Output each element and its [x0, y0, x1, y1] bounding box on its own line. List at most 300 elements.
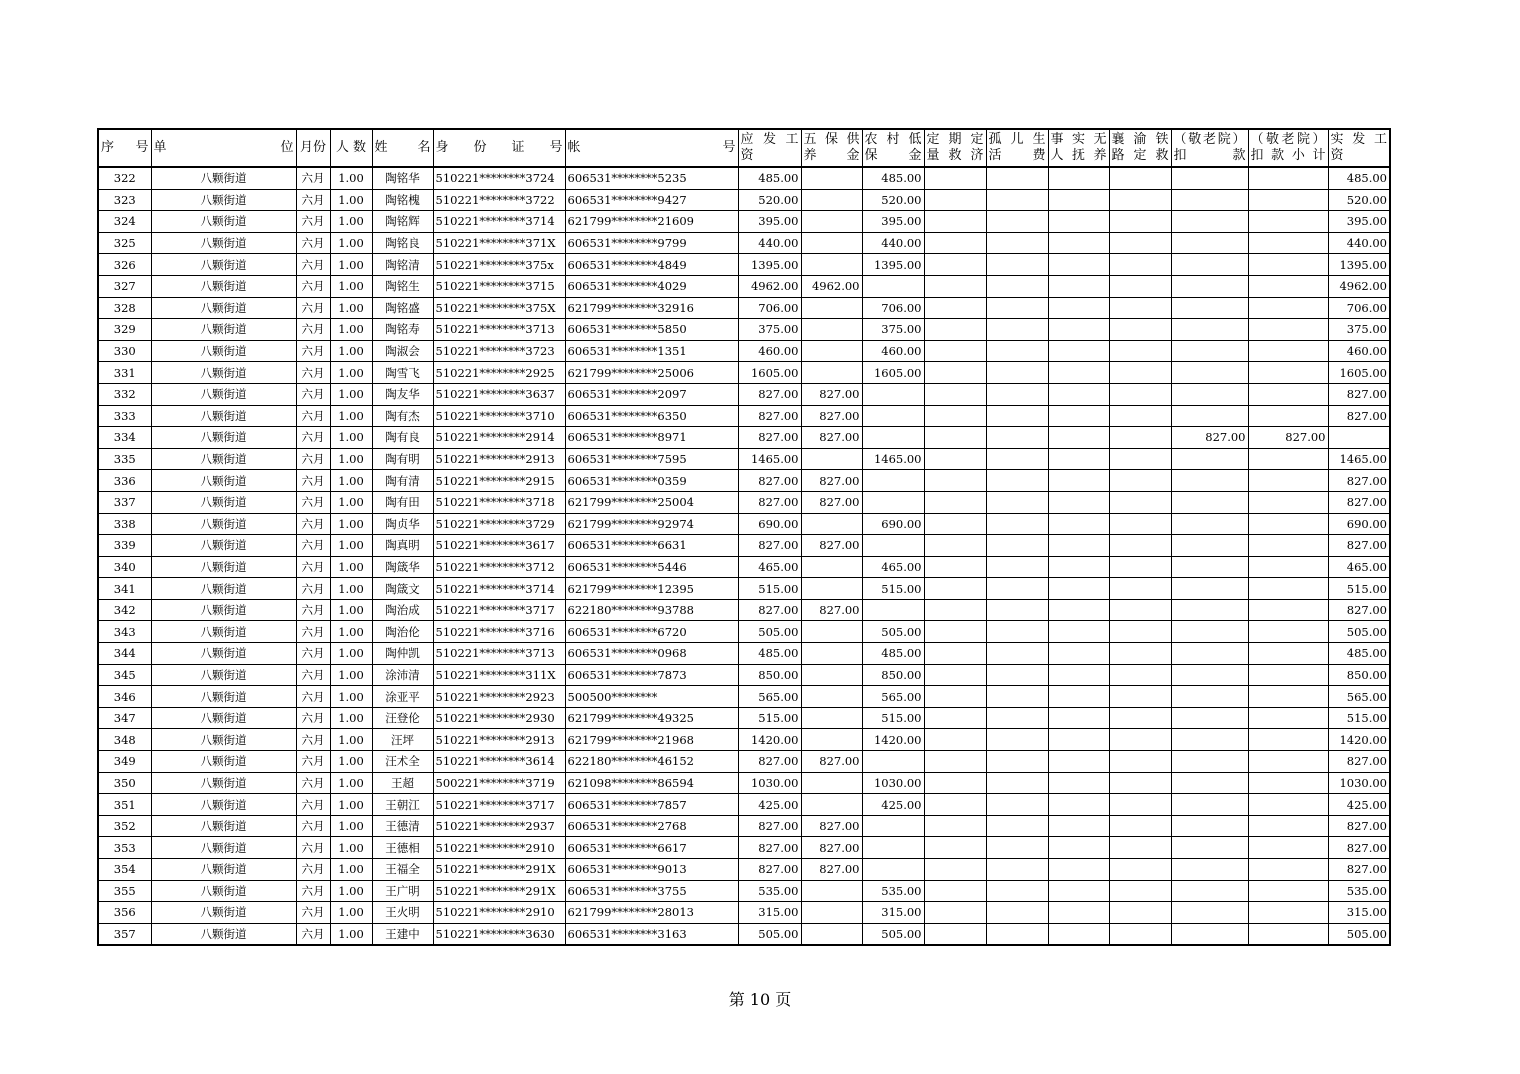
table-row: [98, 923, 1390, 945]
table-row: [98, 729, 1390, 751]
cell-xiangyu: [1109, 599, 1171, 621]
cell-month: 六月: [296, 535, 330, 557]
cell-xiangyu: [1109, 729, 1171, 751]
cell-shishi: [1048, 362, 1109, 384]
cell-jl-deduct: [1171, 751, 1248, 773]
cell-actual: 827.00: [1328, 815, 1390, 837]
header-account: 帐 号: [565, 129, 738, 167]
cell-month: 六月: [296, 491, 330, 513]
cell-guer: [986, 837, 1048, 859]
cell-jl-subtotal: [1248, 470, 1328, 492]
cell-name: 陶铭良: [372, 232, 433, 254]
cell-guer: [986, 707, 1048, 729]
cell-jl-deduct: [1171, 923, 1248, 945]
cell-count: 1.00: [330, 664, 372, 686]
cell-unit: 八颗街道: [151, 794, 296, 816]
cell-guer: [986, 794, 1048, 816]
cell-jl-deduct: 827.00: [1171, 427, 1248, 449]
cell-id: 510221********3722: [433, 189, 565, 211]
cell-count: 1.00: [330, 491, 372, 513]
cell-unit: 八颗街道: [151, 383, 296, 405]
cell-wubao: [801, 686, 862, 708]
cell-dingqi: [924, 837, 986, 859]
cell-guer: [986, 383, 1048, 405]
cell-unit: 八颗街道: [151, 491, 296, 513]
cell-actual: 4962.00: [1328, 275, 1390, 297]
cell-unit: 八颗街道: [151, 729, 296, 751]
cell-dingqi: [924, 880, 986, 902]
cell-id: 510221********2923: [433, 686, 565, 708]
cell-name: 陶箴文: [372, 578, 433, 600]
cell-count: 1.00: [330, 275, 372, 297]
header-dibao: 农 村 低 保 金: [862, 129, 924, 167]
cell-account: 622180********93788: [565, 599, 738, 621]
table-row: [98, 189, 1390, 211]
cell-account: 606531********7873: [565, 664, 738, 686]
cell-jl-deduct: [1171, 729, 1248, 751]
cell-shishi: [1048, 707, 1109, 729]
cell-payable: 515.00: [738, 578, 801, 600]
table-row: [98, 362, 1390, 384]
cell-account: 621799********21968: [565, 729, 738, 751]
cell-payable: 827.00: [738, 383, 801, 405]
cell-actual: 460.00: [1328, 340, 1390, 362]
cell-shishi: [1048, 513, 1109, 535]
cell-seq: 325: [98, 232, 151, 254]
cell-actual: 827.00: [1328, 405, 1390, 427]
cell-dingqi: [924, 664, 986, 686]
cell-wubao: [801, 707, 862, 729]
cell-dibao: [862, 405, 924, 427]
cell-dibao: [862, 815, 924, 837]
cell-account: 621799********25006: [565, 362, 738, 384]
header-unit: 单 位: [151, 129, 296, 167]
cell-guer: [986, 405, 1048, 427]
cell-seq: 324: [98, 211, 151, 233]
cell-count: 1.00: [330, 556, 372, 578]
cell-month: 六月: [296, 837, 330, 859]
cell-unit: 八颗街道: [151, 362, 296, 384]
cell-jl-deduct: [1171, 319, 1248, 341]
cell-name: 陶雪飞: [372, 362, 433, 384]
cell-jl-deduct: [1171, 643, 1248, 665]
cell-actual: 1395.00: [1328, 254, 1390, 276]
cell-guer: [986, 491, 1048, 513]
cell-jl-deduct: [1171, 815, 1248, 837]
cell-shishi: [1048, 297, 1109, 319]
cell-id: 510221********3713: [433, 643, 565, 665]
cell-wubao: [801, 621, 862, 643]
cell-seq: 322: [98, 167, 151, 189]
cell-name: 王广明: [372, 880, 433, 902]
cell-guer: [986, 859, 1048, 881]
table-row: [98, 448, 1390, 470]
cell-guer: [986, 340, 1048, 362]
cell-xiangyu: [1109, 643, 1171, 665]
header-payable: 应 发 工 资: [738, 129, 801, 167]
cell-id: 510221********3712: [433, 556, 565, 578]
cell-payable: 535.00: [738, 880, 801, 902]
header-dingqi: 定 期 定 量 救 济: [924, 129, 986, 167]
cell-account: 606531********6631: [565, 535, 738, 557]
cell-name: 陶有田: [372, 491, 433, 513]
cell-name: 陶友华: [372, 383, 433, 405]
cell-unit: 八颗街道: [151, 189, 296, 211]
cell-id: 510221********3714: [433, 578, 565, 600]
cell-dingqi: [924, 923, 986, 945]
cell-guer: [986, 362, 1048, 384]
cell-jl-deduct: [1171, 578, 1248, 600]
table-row: [98, 643, 1390, 665]
cell-actual: 827.00: [1328, 383, 1390, 405]
cell-guer: [986, 470, 1048, 492]
cell-shishi: [1048, 643, 1109, 665]
cell-name: 王朝江: [372, 794, 433, 816]
cell-actual: 565.00: [1328, 686, 1390, 708]
header-name: 姓 名: [372, 129, 433, 167]
cell-count: 1.00: [330, 880, 372, 902]
table-row: [98, 880, 1390, 902]
cell-id: 510221********3718: [433, 491, 565, 513]
cell-account: 606531********9427: [565, 189, 738, 211]
table-header: [98, 129, 1390, 167]
cell-account: 606531********4029: [565, 275, 738, 297]
cell-guer: [986, 297, 1048, 319]
cell-jl-subtotal: [1248, 729, 1328, 751]
cell-shishi: [1048, 556, 1109, 578]
cell-jl-deduct: [1171, 535, 1248, 557]
cell-id: 510221********375X: [433, 297, 565, 319]
cell-name: 王建中: [372, 923, 433, 945]
cell-wubao: 827.00: [801, 470, 862, 492]
cell-month: 六月: [296, 772, 330, 794]
cell-name: 王福全: [372, 859, 433, 881]
cell-unit: 八颗街道: [151, 427, 296, 449]
table-row: [98, 427, 1390, 449]
cell-id: 510221********3715: [433, 275, 565, 297]
cell-jl-subtotal: [1248, 383, 1328, 405]
cell-unit: 八颗街道: [151, 772, 296, 794]
cell-actual: 485.00: [1328, 167, 1390, 189]
cell-shishi: [1048, 686, 1109, 708]
cell-dibao: [862, 383, 924, 405]
cell-count: 1.00: [330, 340, 372, 362]
cell-name: 陶治成: [372, 599, 433, 621]
cell-guer: [986, 664, 1048, 686]
cell-dibao: 485.00: [862, 167, 924, 189]
cell-unit: 八颗街道: [151, 599, 296, 621]
cell-jl-subtotal: [1248, 297, 1328, 319]
cell-wubao: [801, 513, 862, 535]
cell-wubao: [801, 772, 862, 794]
cell-seq: 349: [98, 751, 151, 773]
cell-seq: 346: [98, 686, 151, 708]
cell-account: 621098********86594: [565, 772, 738, 794]
cell-wubao: [801, 448, 862, 470]
cell-account: 606531********0359: [565, 470, 738, 492]
table-row: [98, 707, 1390, 729]
cell-xiangyu: [1109, 513, 1171, 535]
cell-unit: 八颗街道: [151, 880, 296, 902]
cell-dingqi: [924, 319, 986, 341]
cell-seq: 337: [98, 491, 151, 513]
cell-jl-deduct: [1171, 513, 1248, 535]
cell-shishi: [1048, 254, 1109, 276]
cell-dibao: 375.00: [862, 319, 924, 341]
cell-name: 陶铭寿: [372, 319, 433, 341]
cell-unit: 八颗街道: [151, 815, 296, 837]
cell-unit: 八颗街道: [151, 837, 296, 859]
cell-wubao: [801, 794, 862, 816]
cell-shishi: [1048, 902, 1109, 924]
cell-shishi: [1048, 599, 1109, 621]
header-shishi: 事 实 无 人 抚 养: [1048, 129, 1109, 167]
cell-account: 621799********92974: [565, 513, 738, 535]
cell-id: 510221********3717: [433, 599, 565, 621]
cell-account: 606531********3755: [565, 880, 738, 902]
cell-wubao: [801, 167, 862, 189]
cell-guer: [986, 772, 1048, 794]
cell-dibao: [862, 751, 924, 773]
cell-actual: 1030.00: [1328, 772, 1390, 794]
cell-dibao: [862, 535, 924, 557]
cell-count: 1.00: [330, 383, 372, 405]
cell-xiangyu: [1109, 383, 1171, 405]
cell-guer: [986, 275, 1048, 297]
cell-month: 六月: [296, 902, 330, 924]
cell-dingqi: [924, 340, 986, 362]
cell-id: 510221********3637: [433, 383, 565, 405]
cell-actual: 827.00: [1328, 837, 1390, 859]
cell-month: 六月: [296, 405, 330, 427]
cell-payable: 827.00: [738, 427, 801, 449]
cell-jl-subtotal: [1248, 772, 1328, 794]
cell-shishi: [1048, 319, 1109, 341]
cell-payable: 1605.00: [738, 362, 801, 384]
cell-jl-subtotal: [1248, 491, 1328, 513]
cell-dingqi: [924, 794, 986, 816]
cell-count: 1.00: [330, 751, 372, 773]
table-row: [98, 535, 1390, 557]
cell-account: 621799********49325: [565, 707, 738, 729]
cell-unit: 八颗街道: [151, 578, 296, 600]
header-xiangyu: 襄 渝 铁 路 定 救: [1109, 129, 1171, 167]
cell-count: 1.00: [330, 859, 372, 881]
cell-id: 510221********2914: [433, 427, 565, 449]
cell-dibao: [862, 837, 924, 859]
cell-actual: 505.00: [1328, 923, 1390, 945]
cell-count: 1.00: [330, 686, 372, 708]
cell-wubao: [801, 340, 862, 362]
cell-name: 陶真明: [372, 535, 433, 557]
cell-account: 621799********32916: [565, 297, 738, 319]
cell-xiangyu: [1109, 232, 1171, 254]
cell-name: 王超: [372, 772, 433, 794]
table-row: [98, 513, 1390, 535]
cell-shishi: [1048, 880, 1109, 902]
cell-wubao: [801, 664, 862, 686]
cell-actual: 515.00: [1328, 707, 1390, 729]
cell-payable: 827.00: [738, 837, 801, 859]
cell-jl-subtotal: [1248, 189, 1328, 211]
cell-account: 606531********0968: [565, 643, 738, 665]
cell-payable: 485.00: [738, 643, 801, 665]
cell-actual: 827.00: [1328, 751, 1390, 773]
cell-actual: 850.00: [1328, 664, 1390, 686]
cell-wubao: [801, 643, 862, 665]
cell-xiangyu: [1109, 686, 1171, 708]
cell-actual: 515.00: [1328, 578, 1390, 600]
cell-actual: 535.00: [1328, 880, 1390, 902]
cell-jl-subtotal: [1248, 880, 1328, 902]
cell-seq: 355: [98, 880, 151, 902]
cell-count: 1.00: [330, 211, 372, 233]
cell-xiangyu: [1109, 340, 1171, 362]
cell-xiangyu: [1109, 621, 1171, 643]
table-body: [98, 167, 1390, 945]
cell-unit: 八颗街道: [151, 513, 296, 535]
cell-count: 1.00: [330, 448, 372, 470]
cell-seq: 347: [98, 707, 151, 729]
cell-account: 606531********6350: [565, 405, 738, 427]
cell-shishi: [1048, 427, 1109, 449]
cell-name: 王火明: [372, 902, 433, 924]
cell-xiangyu: [1109, 405, 1171, 427]
cell-seq: 348: [98, 729, 151, 751]
cell-guer: [986, 427, 1048, 449]
cell-payable: 1395.00: [738, 254, 801, 276]
cell-actual: 1605.00: [1328, 362, 1390, 384]
cell-name: 陶贞华: [372, 513, 433, 535]
cell-actual: 485.00: [1328, 643, 1390, 665]
cell-id: 510221********375x: [433, 254, 565, 276]
cell-guer: [986, 535, 1048, 557]
cell-name: 汪坪: [372, 729, 433, 751]
cell-unit: 八颗街道: [151, 167, 296, 189]
cell-payable: 520.00: [738, 189, 801, 211]
cell-count: 1.00: [330, 599, 372, 621]
cell-shishi: [1048, 211, 1109, 233]
cell-unit: 八颗街道: [151, 470, 296, 492]
cell-jl-subtotal: [1248, 707, 1328, 729]
cell-dibao: 465.00: [862, 556, 924, 578]
cell-name: 陶铭清: [372, 254, 433, 276]
cell-account: 606531********5850: [565, 319, 738, 341]
cell-wubao: 827.00: [801, 535, 862, 557]
table-row: [98, 686, 1390, 708]
cell-jl-deduct: [1171, 772, 1248, 794]
header-wubao: 五 保 供 养 金: [801, 129, 862, 167]
cell-unit: 八颗街道: [151, 319, 296, 341]
cell-wubao: [801, 902, 862, 924]
cell-dibao: [862, 275, 924, 297]
cell-payable: 1030.00: [738, 772, 801, 794]
cell-wubao: 827.00: [801, 751, 862, 773]
cell-dibao: 535.00: [862, 880, 924, 902]
cell-actual: 1420.00: [1328, 729, 1390, 751]
cell-dingqi: [924, 405, 986, 427]
cell-jl-subtotal: [1248, 535, 1328, 557]
cell-id: 510221********3617: [433, 535, 565, 557]
cell-jl-deduct: [1171, 470, 1248, 492]
cell-dingqi: [924, 448, 986, 470]
cell-seq: 342: [98, 599, 151, 621]
cell-wubao: [801, 880, 862, 902]
cell-wubao: [801, 211, 862, 233]
cell-month: 六月: [296, 167, 330, 189]
cell-month: 六月: [296, 880, 330, 902]
cell-xiangyu: [1109, 319, 1171, 341]
cell-guer: [986, 448, 1048, 470]
cell-actual: 465.00: [1328, 556, 1390, 578]
cell-count: 1.00: [330, 535, 372, 557]
cell-actual: 375.00: [1328, 319, 1390, 341]
cell-account: 606531********9013: [565, 859, 738, 881]
cell-unit: 八颗街道: [151, 643, 296, 665]
cell-jl-deduct: [1171, 448, 1248, 470]
cell-payable: 827.00: [738, 859, 801, 881]
table-row: [98, 167, 1390, 189]
cell-seq: 331: [98, 362, 151, 384]
cell-payable: 1420.00: [738, 729, 801, 751]
cell-jl-deduct: [1171, 232, 1248, 254]
table-row: [98, 599, 1390, 621]
cell-id: 510221********291X: [433, 880, 565, 902]
cell-wubao: [801, 232, 862, 254]
header-guer: 孤 儿 生 活 费: [986, 129, 1048, 167]
cell-jl-deduct: [1171, 254, 1248, 276]
cell-name: 陶铭生: [372, 275, 433, 297]
cell-dibao: [862, 427, 924, 449]
cell-jl-subtotal: [1248, 340, 1328, 362]
cell-unit: 八颗街道: [151, 902, 296, 924]
cell-id: 510221********3717: [433, 794, 565, 816]
cell-xiangyu: [1109, 167, 1171, 189]
cell-guer: [986, 751, 1048, 773]
cell-id: 510221********3630: [433, 923, 565, 945]
cell-jl-subtotal: [1248, 362, 1328, 384]
cell-actual: 440.00: [1328, 232, 1390, 254]
cell-jl-subtotal: [1248, 275, 1328, 297]
table-row: [98, 902, 1390, 924]
cell-guer: [986, 232, 1048, 254]
cell-wubao: [801, 923, 862, 945]
cell-count: 1.00: [330, 297, 372, 319]
cell-wubao: [801, 189, 862, 211]
cell-dibao: 1605.00: [862, 362, 924, 384]
cell-account: 621799********21609: [565, 211, 738, 233]
cell-payable: 827.00: [738, 491, 801, 513]
cell-seq: 326: [98, 254, 151, 276]
cell-shishi: [1048, 621, 1109, 643]
table-row: [98, 383, 1390, 405]
cell-count: 1.00: [330, 232, 372, 254]
cell-jl-subtotal: [1248, 621, 1328, 643]
cell-month: 六月: [296, 707, 330, 729]
cell-dibao: 1420.00: [862, 729, 924, 751]
cell-jl-deduct: [1171, 556, 1248, 578]
cell-id: 510221********2913: [433, 448, 565, 470]
cell-shishi: [1048, 167, 1109, 189]
cell-account: 606531********3163: [565, 923, 738, 945]
cell-jl-subtotal: [1248, 751, 1328, 773]
cell-seq: 323: [98, 189, 151, 211]
cell-account: 606531********5235: [565, 167, 738, 189]
cell-dingqi: [924, 362, 986, 384]
cell-jl-deduct: [1171, 297, 1248, 319]
table-row: [98, 815, 1390, 837]
cell-jl-subtotal: [1248, 578, 1328, 600]
